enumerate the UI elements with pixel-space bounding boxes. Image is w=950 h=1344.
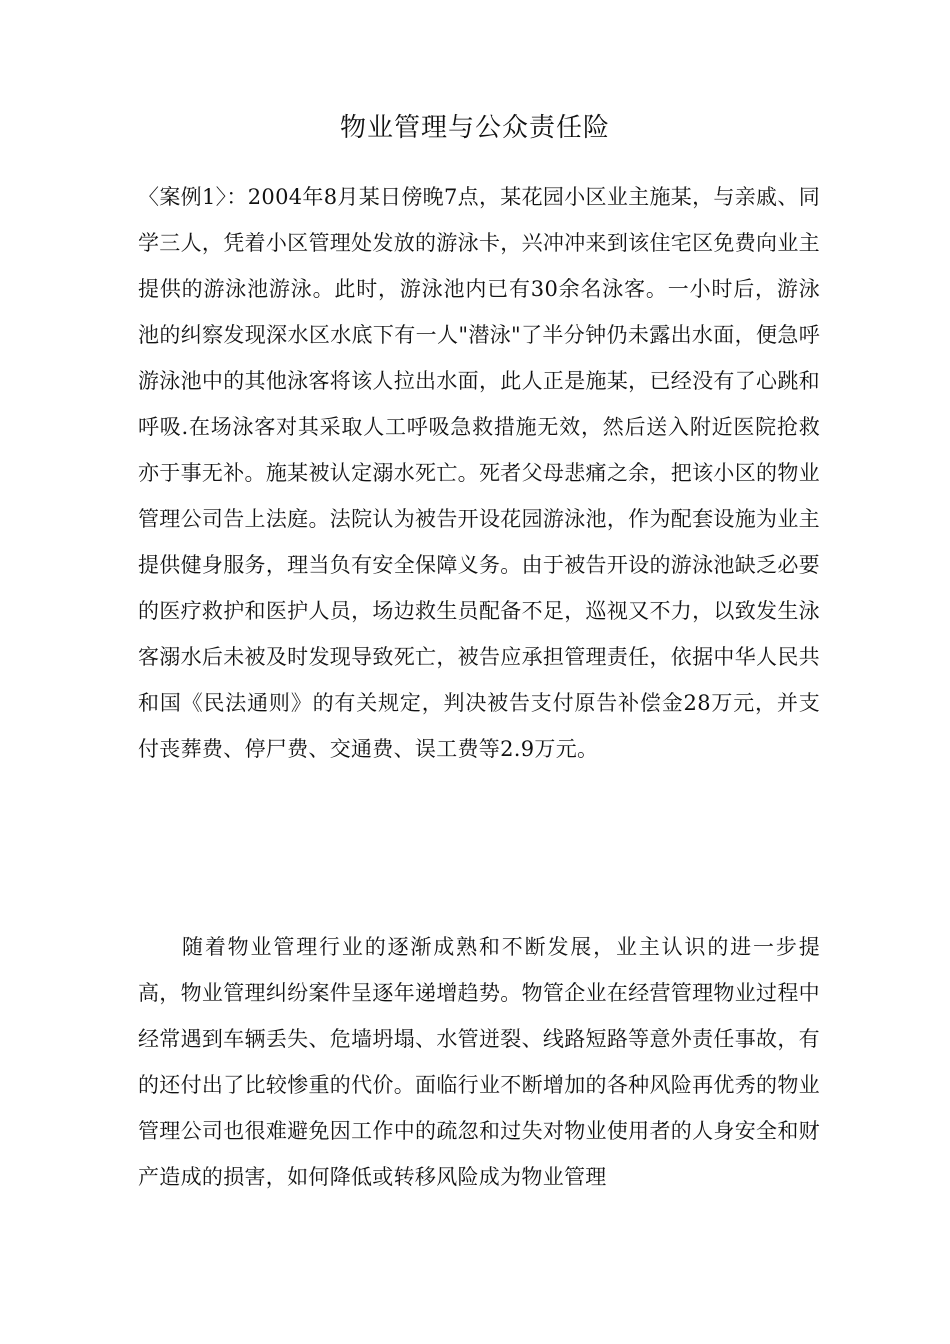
body-paragraph: 随着物业管理行业的逐渐成熟和不断发展，业主认识的进一步提高，物业管理纠纷案件呈逐年递增趋势。物管企业在经营管理物业过程中经常遇到车辆丢失、危墙坍塌、水管迸裂、线路短路等意外责任事故，有的还付出了比较惨重的代价。面临行业不断增加的各种风险再优秀的物业管理公司也很难避免因工作中的疏忽和过失对物业使用者的人身安全和财产造成的损害，如何降低或转移风险成为物业管理	[138, 935, 820, 1189]
case-paragraph: 〈案例1〉：2004年8月某日傍晚7点，某花园小区业主施某，与亲戚、同学三人，凭着小区管理处发放的游泳卡，兴冲冲来到该住宅区免费向业主提供的游泳池游泳。此时，游泳池内已有30余名泳客。一小时后，游泳池的纠察发现深水区水底下有一人"潜泳"了半分钟仍未露出水面，便急呼游泳池中的其他泳客将该人拉出水面，此人正是施某，已经没有了心跳和呼吸.在场泳客对其采取人工呼吸急救措施无效，然后送入附近医院抢救亦于事无补。施某被认定溺水死亡。死者父母悲痛之余，把该小区的物业管理公司告上法庭。法院认为被告开设花园游泳池，作为配套设施为业主提供健身服务，理当负有安全保障义务。由于被告开设的游泳池缺乏必要的医疗救护和医护人员，场边救生员配备不足，巡视又不力，以致发生泳客溺水后未被及时发现导致死亡，被告应承担管理责任，依据中华人民共和国《民法通则》的有关规定，判决被告支付原告补偿金28万元，并支付丧葬费、停尸费、交通费、误工费等2.9万元。	[138, 185, 820, 761]
document-title: 物业管理与公众责任险	[339, 113, 610, 143]
